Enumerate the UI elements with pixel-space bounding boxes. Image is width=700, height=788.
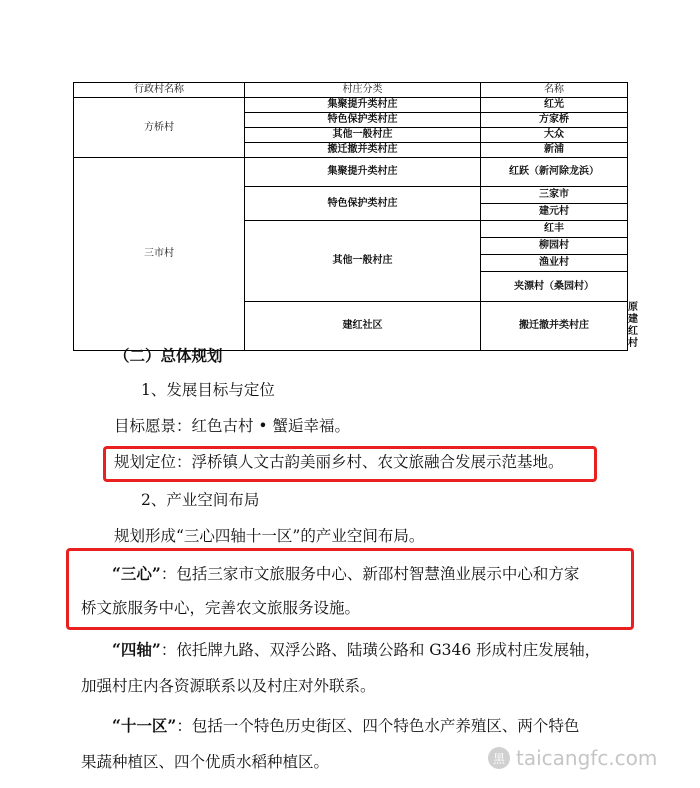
watermark-logo-icon: 黑: [488, 747, 510, 769]
admin-sanshi: 三市村: [74, 158, 245, 351]
name-cell: 红丰: [481, 221, 628, 238]
name-cell: 夹漂村（桑园村）: [481, 272, 628, 302]
layout-intro-text: 规划形成“三心四轴十一区”的产业空间布局。: [114, 527, 425, 545]
name-cell: 方家桥: [481, 113, 628, 128]
name-cell: 建元村: [481, 204, 628, 221]
name-cell: 大众: [481, 128, 628, 143]
positioning-text: 规划定位：浮桥镇人文古韵美丽乡村、农文旅融合发展示范基地。: [114, 453, 564, 471]
category-cell: 特色保护类村庄: [245, 187, 481, 221]
header-village-category: 村庄分类: [245, 83, 481, 98]
subheading-layout: 2、产业空间布局: [141, 491, 260, 509]
table-row: 建红社区 搬迁撤并类村庄 原建红村: [74, 302, 628, 351]
table-row: [74, 98, 628, 113]
header-village-name: 名称: [481, 83, 628, 98]
shiyi-line-1: [112, 716, 579, 736]
shiyi-text-1: ：包括一个特色历史街区、四个特色水产养殖区、两个特色: [176, 717, 580, 735]
shiyi-label: “十一区”: [112, 716, 177, 735]
admin-fangqiao: 方桥村: [74, 98, 245, 158]
category-cell: 集聚提升类村庄: [245, 98, 481, 113]
name-cell: 渔业村: [481, 255, 628, 272]
name-cell: 柳园村: [481, 238, 628, 255]
table-header-row: [74, 83, 628, 98]
name-cell: 新浦: [481, 143, 628, 158]
sanxin-line-1: [112, 564, 579, 584]
category-cell: 搬迁撤并类村庄: [481, 302, 628, 351]
sanxin-label: “三心”: [112, 564, 161, 583]
category-cell: 特色保护类村庄: [245, 113, 481, 128]
table-row: [74, 158, 628, 187]
category-cell: 搬迁撤并类村庄: [245, 143, 481, 158]
subheading-goals: 1、发展目标与定位: [141, 381, 275, 399]
name-cell: 红跃（新河除龙浜）: [481, 158, 628, 187]
name-cell: 三家市: [481, 187, 628, 204]
section-title: （二）总体规划: [114, 346, 223, 365]
category-cell: 集聚提升类村庄: [245, 158, 481, 187]
header-admin-village: 行政村名称: [74, 83, 245, 98]
watermark-text: taicangfc.com: [516, 746, 658, 770]
sizhou-line-2: 加强村庄内各资源联系以及村庄对外联系。: [81, 677, 376, 695]
sizhou-text-1: ：依托牌九路、双浮公路、陆璜公路和 G346 形成村庄发展轴，: [160, 641, 601, 659]
watermark: [488, 746, 657, 770]
sanxin-line-2: 桥文旅服务中心，完善农文旅服务设施。: [81, 599, 361, 617]
village-classification-table: [73, 82, 638, 351]
admin-jianhong: 建红社区: [245, 302, 481, 351]
name-cell: 红光: [481, 98, 628, 113]
sizhou-label: “四轴”: [112, 640, 161, 659]
category-cell: 其他一般村庄: [245, 221, 481, 302]
category-cell: 其他一般村庄: [245, 128, 481, 143]
sizhou-line-1: [112, 640, 600, 660]
sanxin-text-1: ：包括三家市文旅服务中心、新邵村智慧渔业展示中心和方家: [160, 565, 580, 583]
shiyi-line-2: 果蔬种植区、四个优质水稻种植区。: [81, 753, 330, 771]
vision-text: 目标愿景：红色古村 • 蟹逅幸福。: [114, 417, 350, 435]
